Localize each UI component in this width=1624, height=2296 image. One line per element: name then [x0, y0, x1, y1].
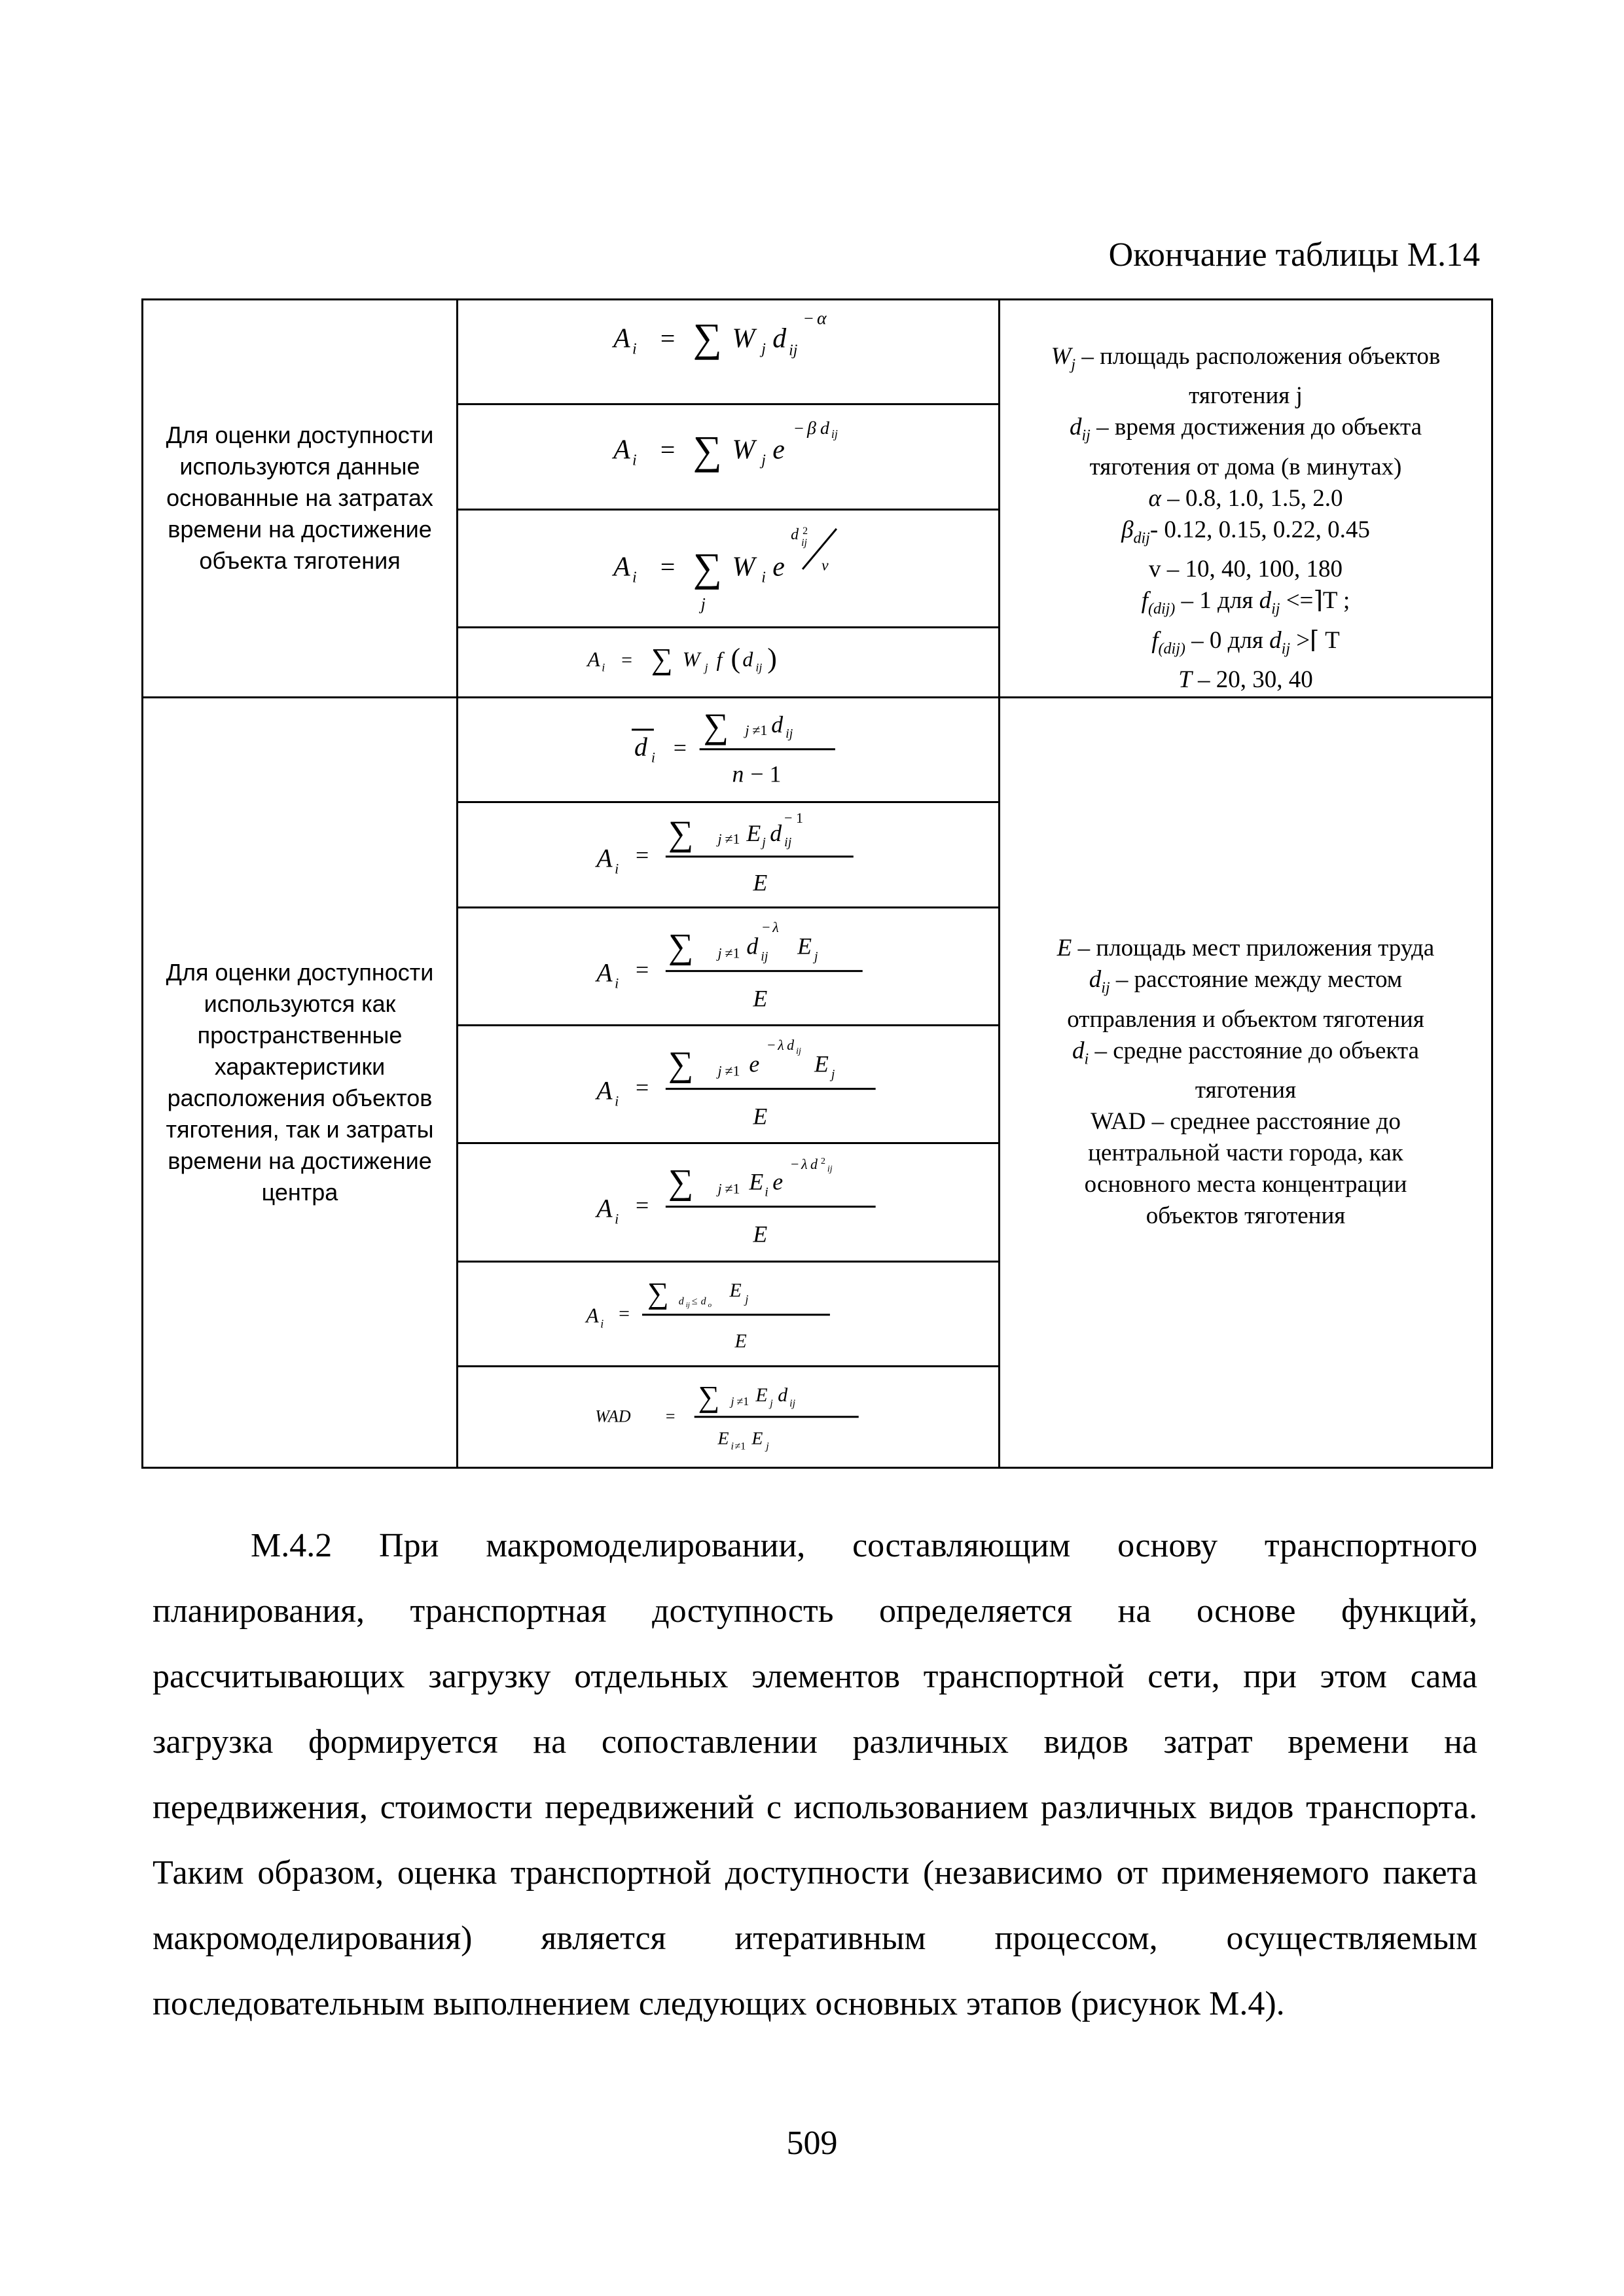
svg-text:∑: ∑: [647, 1276, 669, 1310]
note-g1-6: $f_{(dij)} - 1$ для $d_{ij}$ <=⌉T ;: [1141, 587, 1350, 618]
svg-text:ij: ij: [831, 427, 838, 441]
svg-text:d: d: [770, 820, 782, 847]
svg-text:E: E: [753, 869, 768, 896]
svg-text:i: i: [731, 1441, 734, 1452]
svg-text:ij: ij: [789, 342, 798, 359]
svg-text:j: j: [761, 340, 766, 358]
svg-text:∑: ∑: [668, 1044, 694, 1084]
formula-g1-1-svg: [458, 300, 998, 403]
svg-text:α: α: [817, 308, 827, 329]
group2-notes: E – площадь мест приложения труда $d_{ij}$ – расстояние между местом отправления и объектом тяготения $d_i$ – средне расстояние до объекта тяготения WAD – среднее расстояние до центральной части города, как основного места концентрации объектов тяготения: [1000, 697, 1492, 1467]
svg-text:=: =: [660, 435, 676, 465]
svg-text:W: W: [732, 552, 755, 583]
svg-text:): ): [767, 642, 777, 674]
svg-text:W: W: [682, 647, 700, 671]
note-g1-4: $\beta_{dij}-$ 0.12, 0.15, 0.22, 0.45: [1121, 516, 1370, 547]
svg-text:i: i: [765, 1185, 768, 1200]
svg-text:j: j: [717, 944, 722, 961]
svg-text:A: A: [586, 1304, 599, 1327]
formula-g2-5: [458, 1143, 1000, 1261]
svg-text:≠1: ≠1: [725, 1181, 740, 1198]
svg-text:e: e: [772, 435, 785, 466]
svg-text:A: A: [596, 843, 613, 873]
svg-text:E: E: [751, 1428, 763, 1449]
svg-text:=: =: [665, 1407, 676, 1426]
svg-text:≠1: ≠1: [736, 1394, 749, 1408]
svg-text:d: d: [787, 1036, 795, 1053]
svg-text:−: −: [767, 1036, 776, 1053]
svg-text:i: i: [632, 569, 637, 586]
svg-text:W: W: [732, 435, 755, 466]
svg-text:=: =: [636, 1074, 649, 1101]
svg-text:2: 2: [803, 525, 808, 537]
formula-g2-2: [458, 802, 1000, 907]
svg-text:≤: ≤: [691, 1295, 698, 1307]
svg-text:≠1: ≠1: [734, 1441, 746, 1452]
formula-g1-2: [458, 404, 1000, 509]
svg-text:d: d: [742, 647, 753, 671]
svg-text:λ: λ: [801, 1156, 808, 1173]
svg-text:E: E: [814, 1050, 829, 1077]
svg-text:=: =: [619, 1302, 630, 1325]
svg-text:∑: ∑: [703, 706, 729, 745]
svg-text:− 1: − 1: [750, 761, 782, 787]
formula-g2-4: [458, 1025, 1000, 1143]
formula-g2-1-svg: [458, 698, 998, 801]
svg-text:−: −: [804, 308, 814, 328]
note-g1-7: $f_{(dij)} - 0$ для $d_{ij}$ >⌈ T: [1151, 626, 1340, 657]
svg-text:i: i: [761, 569, 766, 586]
formula-g2-1: [458, 697, 1000, 802]
svg-text:W: W: [732, 323, 755, 354]
svg-text:d: d: [771, 711, 784, 738]
svg-text:ij: ij: [685, 1300, 690, 1309]
svg-text:d: d: [700, 1295, 706, 1307]
svg-text:d: d: [791, 526, 799, 543]
formula-g2-3-svg: [458, 908, 998, 1024]
formula-g2-4-svg: [458, 1026, 998, 1142]
svg-text:∑: ∑: [693, 315, 722, 361]
svg-text:d: d: [820, 418, 829, 439]
formula-g1-4: [458, 628, 1000, 698]
svg-text:E: E: [753, 1103, 768, 1130]
formula-g2-7-svg: [458, 1367, 998, 1466]
svg-text:∑: ∑: [668, 926, 694, 966]
svg-text:=: =: [621, 649, 632, 671]
svg-text:i: i: [651, 749, 656, 766]
svg-text:A: A: [613, 552, 630, 583]
svg-text:A: A: [613, 323, 630, 354]
svg-text:−: −: [762, 918, 770, 935]
svg-text:j: j: [770, 1397, 773, 1409]
svg-text:d: d: [810, 1156, 818, 1173]
svg-text:i: i: [632, 452, 637, 470]
svg-text:i: i: [615, 1092, 619, 1109]
svg-text:j: j: [762, 834, 766, 850]
svg-text:e: e: [772, 552, 785, 583]
formula-g1-1: [458, 300, 1000, 404]
svg-text:ij: ij: [827, 1164, 833, 1175]
formula-g2-2-svg: [458, 803, 998, 906]
svg-text:i: i: [602, 660, 605, 674]
group2-description: Для оценки доступности используются как пространственные характеристики расположения объектов тяготения, так и затраты времени на достижение центра: [143, 697, 458, 1467]
svg-text:E: E: [749, 1169, 764, 1196]
table-caption: Окончание таблицы М.14: [1108, 236, 1480, 274]
svg-text:j: j: [731, 1394, 734, 1408]
svg-text:j: j: [704, 660, 708, 674]
note-g2-3: $d_i$ – средне расстояние до объекта: [1072, 1037, 1419, 1068]
svg-text:j: j: [831, 1067, 835, 1082]
svg-text:=: =: [673, 734, 687, 761]
formula-g2-5-svg: [458, 1144, 998, 1260]
svg-text:≠1: ≠1: [752, 721, 768, 738]
svg-text:E: E: [729, 1279, 742, 1301]
svg-text:i: i: [600, 1317, 604, 1331]
body-paragraph-block: [153, 1513, 1477, 2037]
svg-text:∑: ∑: [651, 641, 673, 675]
formula-g1-4-svg: [458, 628, 998, 696]
svg-text:i: i: [615, 860, 619, 877]
svg-text:E: E: [753, 985, 768, 1012]
svg-text:f: f: [716, 647, 723, 671]
svg-text:2: 2: [820, 1157, 825, 1167]
svg-text:d: d: [772, 323, 787, 354]
svg-text:A: A: [596, 1075, 613, 1105]
svg-text:β: β: [807, 418, 816, 439]
svg-text:A: A: [596, 958, 613, 988]
svg-text:d: d: [778, 1384, 788, 1406]
svg-text:ij: ij: [755, 660, 763, 674]
formula-g2-6-svg: [458, 1263, 998, 1365]
svg-text:e: e: [772, 1169, 784, 1196]
svg-text:≠1: ≠1: [725, 944, 740, 961]
svg-text:∑: ∑: [668, 1162, 694, 1202]
body-paragraph: М.4.2 При макромоделировании, составляющим основу транспортного планирования, транспортная доступность определяется на основе функций, рассчитывающих загрузку отдельных элементов транспортной сети, при этом сама загрузка формируется на сопоставлении различных видов затрат времени на передвижения, стоимости передвижений с использованием различных видов транспорта. Таким образом, оценка транспортной доступности (независимо от применяемого пакета макромоделирования) является итеративным процессом, осуществляемым последовательным выполнением следующих основных этапов (рисунок М.4).: [153, 1527, 1477, 2022]
svg-text:j: j: [717, 830, 722, 847]
formula-g1-2-svg: [458, 405, 998, 508]
svg-text:ij: ij: [789, 1397, 796, 1409]
svg-text:=: =: [660, 323, 676, 353]
svg-text:j: j: [766, 1441, 769, 1452]
svg-text:d: d: [678, 1295, 684, 1307]
svg-text:e: e: [749, 1050, 760, 1077]
formula-g2-3: [458, 907, 1000, 1025]
svg-text:E: E: [755, 1384, 768, 1406]
note-g1-3: α – 0.8, 1.0, 1.5, 2.0: [1148, 484, 1343, 512]
svg-text:=: =: [636, 1192, 649, 1219]
note-g1-8: T – 20, 30, 40: [1178, 666, 1313, 693]
svg-text:i: i: [615, 1210, 619, 1227]
note-g1-2: $d_{ij}$ – время достижения до объекта: [1070, 414, 1422, 444]
svg-text:j: j: [717, 1181, 722, 1198]
svg-text:− 1: − 1: [784, 810, 803, 827]
svg-text:−: −: [791, 1156, 799, 1173]
svg-text:j: j: [745, 1292, 749, 1306]
svg-text:E: E: [746, 820, 761, 847]
svg-text:E: E: [797, 933, 812, 960]
svg-text:A: A: [613, 435, 630, 466]
svg-text:j: j: [761, 452, 766, 470]
svg-text:=: =: [660, 552, 676, 582]
svg-text:o: o: [708, 1300, 712, 1309]
svg-text:n: n: [732, 761, 744, 787]
note-g1-5: v – 10, 40, 100, 180: [1149, 556, 1343, 583]
svg-text:A: A: [596, 1193, 613, 1223]
svg-text:E: E: [717, 1428, 729, 1449]
formula-g2-7: [458, 1367, 1000, 1467]
svg-text:ij: ij: [801, 537, 807, 548]
group1-description: Для оценки доступности используются данные основанные на затратах времени на достижение объекта тяготения: [143, 300, 458, 698]
svg-text:v: v: [821, 557, 829, 575]
svg-text:j: j: [700, 594, 706, 614]
svg-text:d: d: [634, 732, 647, 762]
page-number: 509: [786, 2125, 838, 2162]
formula-g2-6: [458, 1261, 1000, 1366]
svg-text:WAD: WAD: [595, 1407, 631, 1426]
svg-text:j: j: [717, 1062, 722, 1079]
svg-text:ij: ij: [761, 949, 768, 964]
svg-text:ij: ij: [784, 834, 792, 850]
note-g2-4: WAD – среднее расстояние до: [1091, 1108, 1401, 1136]
svg-text:j: j: [745, 721, 749, 738]
svg-text:∑: ∑: [693, 545, 722, 590]
svg-text:λ: λ: [778, 1036, 784, 1053]
svg-text:(: (: [731, 642, 741, 674]
svg-text:∑: ∑: [693, 429, 722, 474]
note-g1-1: $W_j$ – площадь расположения объектов: [1051, 343, 1441, 374]
svg-text:ij: ij: [796, 1046, 801, 1056]
svg-text:i: i: [615, 975, 619, 992]
note-g2-2: $d_{ij}$ – расстояние между местом: [1089, 966, 1403, 997]
svg-text:=: =: [636, 842, 649, 869]
svg-text:−: −: [794, 419, 804, 439]
svg-text:E: E: [753, 1221, 768, 1247]
formula-g1-3: [458, 509, 1000, 627]
accessibility-formulas-table: [141, 298, 1493, 1469]
svg-text:≠1: ≠1: [725, 1062, 740, 1079]
group1-notes: $W_j$ – площадь расположения объектов тяготения j $d_{ij}$ – время достижения до объекта тяготения от дома (в минутах) α – 0.8, 1.0, 1.5, 2.0 $\beta_{dij}-$ 0.12, 0.15, 0.22, 0.45 v – 10, 40, 100, 180 $f_{(dij)} - 1$ для $d_{ij}$ <=⌉T ; $f_{(dij)} - 0$ для $d_{ij}$ >⌈ T T – 20, 30, 40: [1000, 300, 1492, 698]
note-g2-1: E – площадь мест приложения труда: [1056, 935, 1435, 962]
svg-text:i: i: [632, 340, 637, 358]
svg-text:d: d: [746, 933, 759, 960]
svg-text:ij: ij: [785, 726, 793, 741]
svg-text:λ: λ: [772, 918, 779, 935]
svg-text:=: =: [636, 956, 649, 983]
svg-text:j: j: [814, 949, 818, 964]
svg-text:≠1: ≠1: [725, 830, 740, 847]
svg-text:∑: ∑: [668, 813, 694, 853]
svg-text:∑: ∑: [698, 1379, 720, 1413]
formula-g1-3-svg: [458, 511, 998, 626]
svg-text:A: A: [587, 647, 600, 671]
svg-text:E: E: [734, 1330, 747, 1352]
